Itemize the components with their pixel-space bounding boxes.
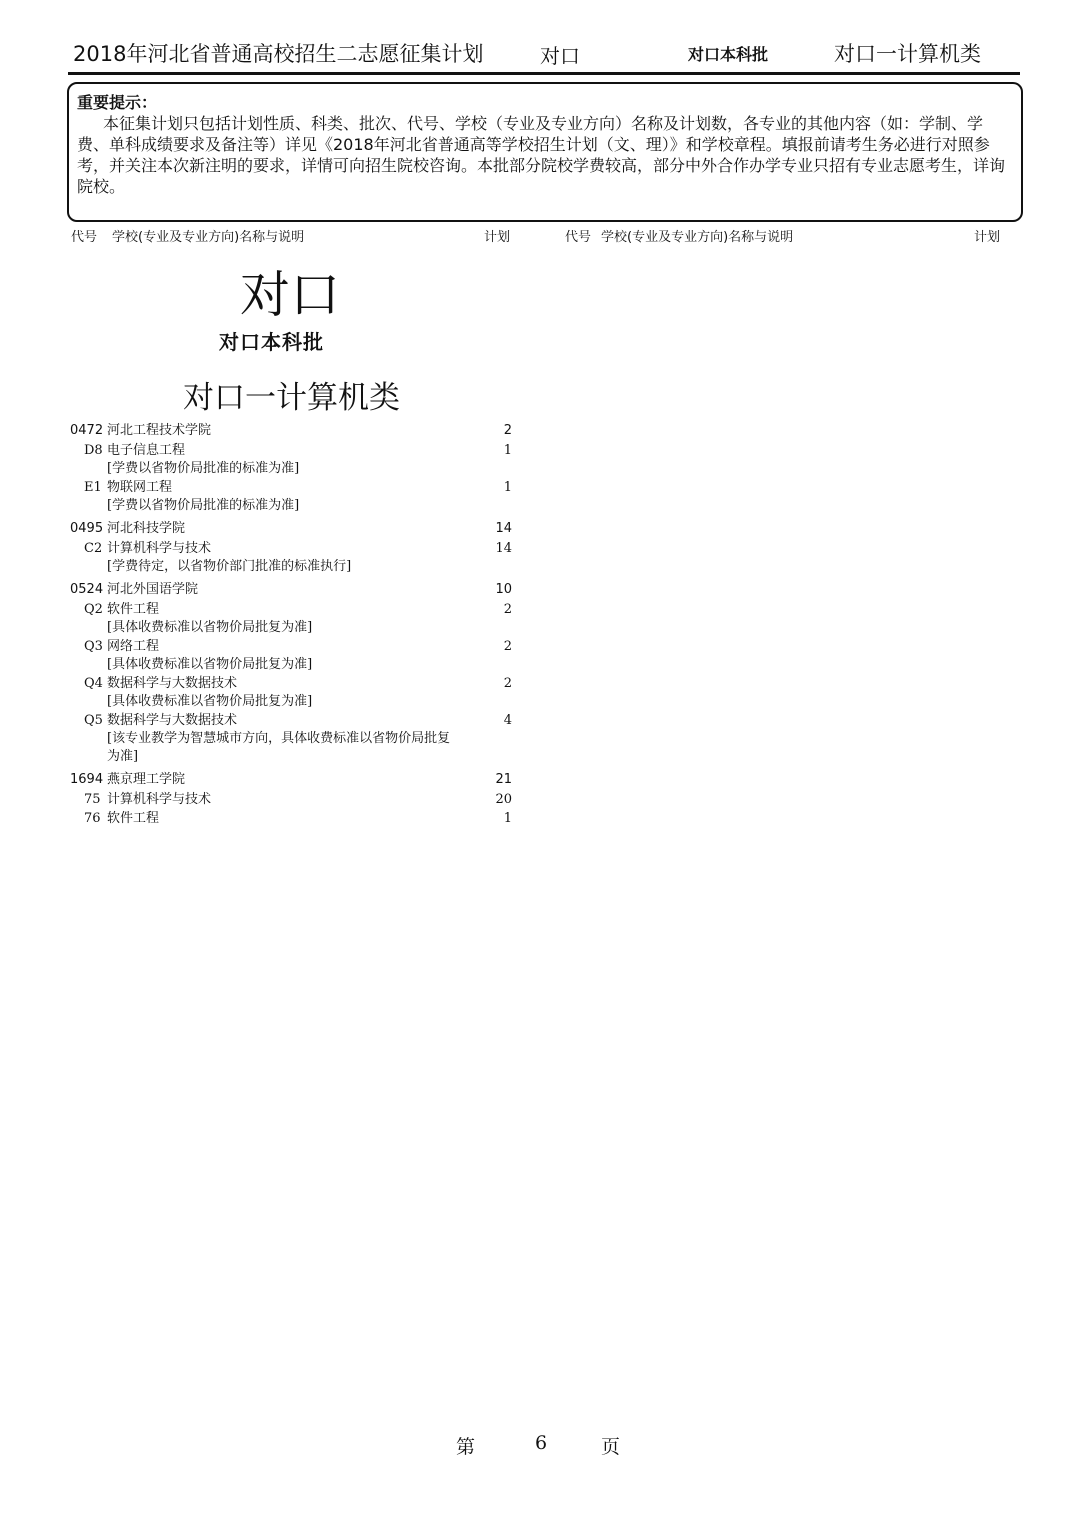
notice-body: 本征集计划只包括计划性质、科类、批次、代号、学校（专业及专业方向）名称及计划数，各专业的其他内容（如：学制、学费、单科成绩要求及备注等）详见《2018年河北省普通高等学校招生计划（文、理）》和学校章程。填报前请考生务必进行对照参考，并关注本次新注明的要求，详情可向招生院校咨询。本批部分院校学费较高，部分中外合作办学专业只招有专业志愿考生，详询院校。 <box>77 114 1006 196</box>
major-row <box>70 674 516 711</box>
major-name: 软件工程 <box>107 811 160 826</box>
school-row <box>70 420 516 441</box>
col-header-plan-left: 计划 <box>484 230 511 245</box>
major-row <box>70 790 516 809</box>
col-header-plan-right: 计划 <box>974 230 1001 245</box>
major-name: 物联网工程 <box>107 480 173 495</box>
major-row <box>70 600 516 637</box>
major-code: E1 <box>84 480 102 495</box>
major-code: Q3 <box>84 639 103 654</box>
major-row <box>70 809 516 828</box>
school-row <box>70 579 516 600</box>
section-title-subcategory: 对口一计算机类 <box>183 380 400 416</box>
major-name: 计算机科学与技术 <box>107 541 212 556</box>
major-code: 75 <box>84 792 101 807</box>
school-row <box>70 518 516 539</box>
school-name: 河北外国语学院 <box>107 582 199 597</box>
school-plan: 10 <box>495 582 512 597</box>
major-plan: 14 <box>495 541 512 556</box>
school-name: 河北科技学院 <box>107 521 186 536</box>
major-plan: 20 <box>495 792 512 807</box>
major-name: 网络工程 <box>107 639 160 654</box>
major-note: [具体收费标准以省物价局批复为准] <box>107 694 313 709</box>
major-row <box>70 539 516 576</box>
major-row <box>70 711 516 766</box>
page-header-batch: 对口本科批 <box>688 45 769 64</box>
major-plan: 1 <box>503 443 512 458</box>
major-plan: 2 <box>503 602 512 617</box>
major-name: 电子信息工程 <box>107 443 186 458</box>
major-plan: 2 <box>503 676 512 691</box>
major-row <box>70 637 516 674</box>
school-code: 0524 <box>70 582 104 597</box>
page-header-title: 2018年河北省普通高校招生二志愿征集计划 <box>73 42 484 66</box>
page-header-subcategory: 对口一计算机类 <box>834 42 981 66</box>
page-number-prefix: 第 <box>456 1436 476 1458</box>
major-note: [学费待定，以省物价部门批准的标准执行] <box>107 559 352 574</box>
school-plan: 14 <box>495 521 512 536</box>
major-note: [具体收费标准以省物价局批复为准] <box>107 620 313 635</box>
header-divider <box>68 72 1020 75</box>
major-code: Q5 <box>84 713 103 728</box>
school-plan: 21 <box>495 772 512 787</box>
school-row <box>70 769 516 790</box>
col-header-name-right: 学校(专业及专业方向)名称与说明 <box>601 230 794 245</box>
major-plan: 1 <box>503 811 512 826</box>
major-row <box>70 478 516 515</box>
col-header-code-right: 代号 <box>565 230 592 245</box>
major-row <box>70 441 516 478</box>
major-note: [具体收费标准以省物价局批复为准] <box>107 657 313 672</box>
major-plan: 1 <box>503 480 512 495</box>
school-name: 河北工程技术学院 <box>107 423 212 438</box>
section-title-batch: 对口本科批 <box>219 330 324 354</box>
col-header-code-left: 代号 <box>71 230 98 245</box>
school-code: 0495 <box>70 521 104 536</box>
school-name: 燕京理工学院 <box>107 772 186 787</box>
major-code: Q2 <box>84 602 103 617</box>
major-plan: 2 <box>503 639 512 654</box>
major-note: [该专业教学为智慧城市方向，具体收费标准以省物价局批复为准] <box>107 731 451 764</box>
col-header-name-left: 学校(专业及专业方向)名称与说明 <box>112 230 305 245</box>
major-code: Q4 <box>84 676 103 691</box>
page-number: 6 <box>535 1432 548 1454</box>
page-number-suffix: 页 <box>601 1436 621 1458</box>
major-name: 数据科学与大数据技术 <box>107 676 238 691</box>
major-plan: 4 <box>503 713 512 728</box>
school-code: 0472 <box>70 423 104 438</box>
important-notice-box <box>67 82 1023 222</box>
major-code: D8 <box>84 443 103 458</box>
major-code: 76 <box>84 811 101 826</box>
major-code: C2 <box>84 541 103 556</box>
school-plan: 2 <box>503 423 512 438</box>
major-name: 数据科学与大数据技术 <box>107 713 238 728</box>
major-name: 软件工程 <box>107 602 160 617</box>
section-title-main: 对口 <box>240 266 340 324</box>
enrollment-plan-list <box>70 420 516 828</box>
major-note: [学费以省物价局批准的标准为准] <box>107 461 300 476</box>
page-header-category: 对口 <box>540 44 580 68</box>
major-note: [学费以省物价局批准的标准为准] <box>107 498 300 513</box>
school-code: 1694 <box>70 772 104 787</box>
notice-title: 重要提示： <box>77 93 158 112</box>
major-name: 计算机科学与技术 <box>107 792 212 807</box>
